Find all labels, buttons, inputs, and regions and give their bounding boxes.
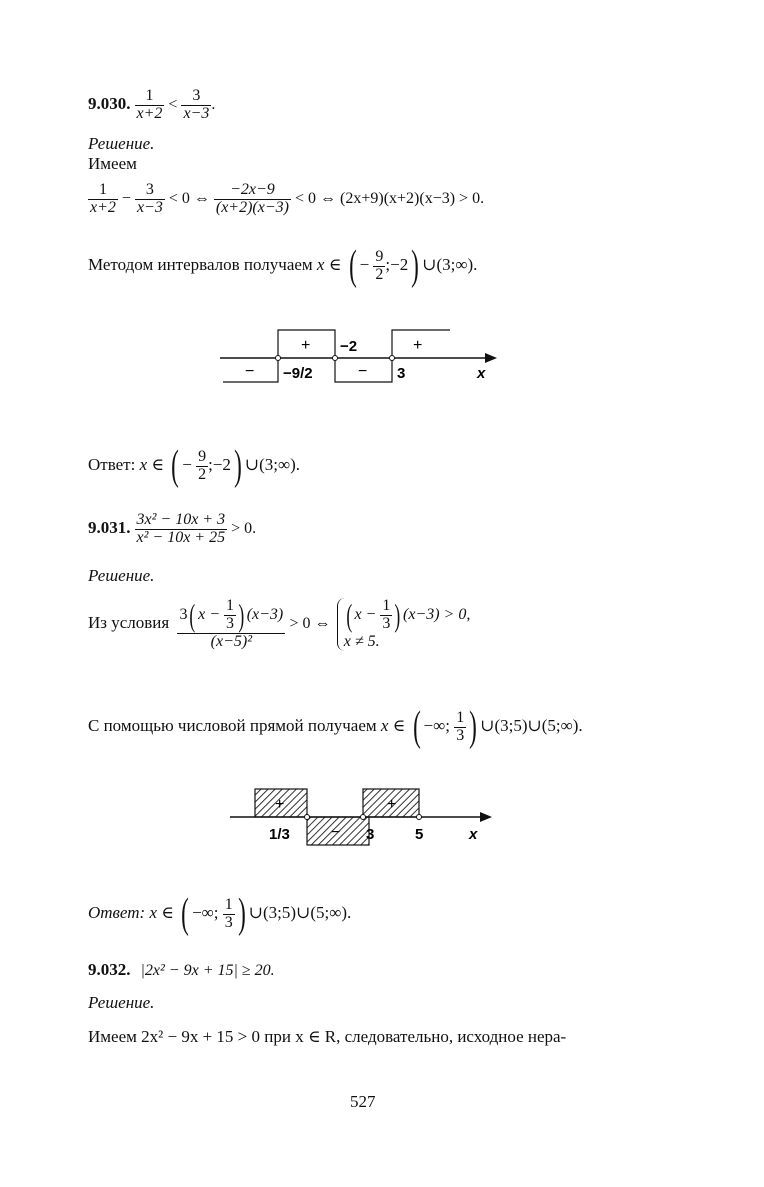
problem-9-031-statement: 9.031. $\frac{\text{3x² − 10x + 3}}{\text{x² − 10x + 25}}$ > 0.: [88, 511, 257, 546]
sign-label: +: [413, 337, 423, 354]
sign-label: −: [245, 363, 255, 380]
solution-label: Решение.: [88, 566, 155, 585]
sign-label: −: [331, 824, 341, 841]
sign-label: +: [301, 337, 311, 354]
axis-variable: x: [469, 826, 478, 843]
sign-chart-9-031: [225, 782, 505, 852]
point-label: 3: [397, 365, 406, 382]
condition-line: Из условия 3( x − $\frac{1}{3}$ ) (x−3) (x−5)² > 0 ⇔ ( x − $\frac{1}{3}$ ) (x−3) > 0, x ≠ 5.: [88, 597, 471, 650]
point-label: 5: [415, 826, 424, 843]
point-label: 3: [366, 826, 375, 843]
problem-9-030-statement: 9.030. $\frac{1}{x+2}$ < $\frac{3}{x-3}$ .: [88, 87, 216, 122]
problem-number: 9.030.: [88, 93, 131, 113]
text-line: Имеем 2x² − 9x + 15 > 0 при x ∈ R, следовательно, исходное нера-: [88, 1027, 567, 1046]
have-label: Имеем: [88, 154, 137, 173]
axis-variable: x: [477, 365, 486, 382]
numberline-result-line: С помощью числовой прямой получаем x ∈ ( −∞; $\frac{1}{3}$ ) ∪(3;5)∪(5;∞).: [88, 704, 583, 750]
sign-label: +: [275, 796, 285, 813]
problem-9-032-statement: 9.032. |2x² − 9x + 15| ≥ 20.: [88, 960, 275, 979]
sign-label: −: [358, 363, 368, 380]
sign-label: +: [387, 796, 397, 813]
page-number: 527: [350, 1092, 376, 1111]
answer-9-031: Ответ: x ∈ ( −∞; $\frac{1}{3}$ ) ∪(3;5)∪(5;∞).: [88, 891, 352, 937]
system-brace: ( x − $\frac{1}{3}$ ) (x−3) > 0, x ≠ 5.: [337, 598, 471, 651]
equivalence-chain: $\frac{1}{x+2}$ − $\frac{3}{x-3}$ < 0 ⇔ $\frac{-2x-9}{(x+2)(x-3)}$ < 0 ⇔ (2x+9)(x+2)(x−3) > 0.: [90, 181, 485, 216]
answer-9-030: Ответ: x ∈ ( − $\frac{9}{2}$ ;−2) ∪(3;∞).: [88, 443, 301, 489]
solution-label: Решение.: [88, 993, 155, 1012]
interval-result-line: Методом интервалов получаем x ∈ ( − $\frac{9}{2}$ ;−2) ∪(3;∞).: [88, 243, 478, 289]
fraction: $\frac{1}{x+2}$: [136, 87, 163, 122]
problem-number: 9.031.: [88, 517, 131, 537]
solution-label: Решение.: [88, 134, 155, 153]
point-label: −9/2: [283, 365, 313, 382]
point-label: 1/3: [269, 826, 290, 843]
fraction: $\frac{3}{x-3}$: [183, 87, 210, 122]
problem-number: 9.032.: [88, 960, 131, 979]
point-label: −2: [340, 338, 358, 355]
sign-chart-9-030: [215, 320, 505, 400]
